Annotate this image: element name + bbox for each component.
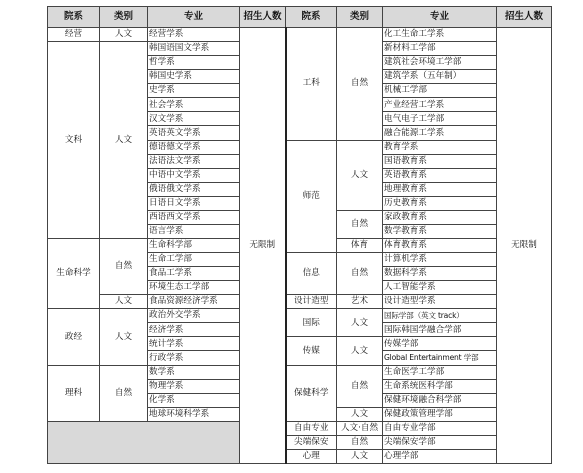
table-row [48,365,552,379]
category-cell: 体育 [337,238,383,252]
college-cell: 传媒 [286,337,337,365]
major-cell: 日语日文学系 [148,196,240,210]
header-category-right: 类别 [337,7,383,28]
college-cell: 政经 [48,309,100,365]
quota-cell-right: 无限制 [497,28,552,464]
header-major-left: 专业 [148,7,240,28]
major-cell: 政治外交学系 [148,309,240,323]
header-row [48,7,552,28]
category-cell: 自然 [337,365,383,407]
category-cell: 人文 [100,42,148,239]
major-cell: 建筑学系（五年制） [383,70,497,84]
major-cell: Global Entertainment 学部 [383,351,497,365]
college-cell: 设计造型 [286,295,337,309]
category-cell: 自然 [337,210,383,238]
major-cell: 历史教育系 [383,196,497,210]
major-cell: 心理学部 [383,449,497,463]
major-cell: 食品工学系 [148,267,240,281]
major-cell: 保健政策管理学部 [383,407,497,421]
major-cell: 保健环境融合科学部 [383,393,497,407]
major-cell: 俄语俄文学系 [148,182,240,196]
category-cell: 人文 [100,295,148,309]
major-cell: 教育学系 [383,140,497,154]
major-cell: 设计造型学系 [383,295,497,309]
admissions-table [47,6,552,464]
major-cell: 物理学系 [148,379,240,393]
category-cell: 自然 [337,28,383,141]
major-cell: 计算机学系 [383,253,497,267]
category-cell: 自然 [337,435,383,449]
major-cell: 生命系统医科学部 [383,379,497,393]
category-cell: 自然 [100,238,148,294]
college-cell: 文科 [48,42,100,239]
major-cell: 数学教育系 [383,224,497,238]
category-cell: 艺术 [337,295,383,309]
major-cell: 地理教育系 [383,182,497,196]
major-cell: 国际韩国学融合学部 [383,323,497,337]
major-cell: 数据科学系 [383,267,497,281]
major-cell: 化学系 [148,393,240,407]
major-cell: 人工智能学系 [383,281,497,295]
major-cell: 传媒学部 [383,337,497,351]
major-cell: 生命医学工学部 [383,365,497,379]
category-cell: 人文 [100,309,148,365]
header-category-left: 类别 [100,7,148,28]
major-cell: 生命工学部 [148,253,240,267]
category-cell: 人文 [337,309,383,337]
table-row [48,28,552,42]
major-cell: 国语教育系 [383,154,497,168]
major-cell: 哲学系 [148,56,240,70]
major-cell: 化工生命工学系 [383,28,497,42]
header-quota-left: 招生人数 [240,7,286,28]
category-cell: 人文 [337,449,383,463]
major-cell: 新材料工学部 [383,42,497,56]
major-cell: 西语西文学系 [148,210,240,224]
major-cell: 德语德文学系 [148,140,240,154]
major-cell: 产业经营工学系 [383,98,497,112]
major-cell: 电气电子工学部 [383,112,497,126]
college-cell: 信息 [286,253,337,295]
college-cell: 师范 [286,140,337,253]
major-cell: 韩国史学系 [148,70,240,84]
category-cell: 人文 [337,337,383,365]
college-cell: 国际 [286,309,337,337]
major-cell: 体育教育系 [383,238,497,252]
major-cell: 语言学系 [148,224,240,238]
category-cell: 人文 [100,28,148,42]
table-row [48,421,552,435]
major-cell: 汉文学系 [148,112,240,126]
college-cell: 工科 [286,28,337,141]
major-cell: 机械工学部 [383,84,497,98]
category-cell: 自然 [337,253,383,295]
major-cell: 法语法文学系 [148,154,240,168]
major-cell: 国际学部（英文 track） [383,309,497,323]
college-cell: 心理 [286,449,337,463]
college-cell: 理科 [48,365,100,421]
header-major-right: 专业 [383,7,497,28]
major-cell: 行政学系 [148,351,240,365]
college-cell: 生命科学 [48,238,100,308]
major-cell: 融合能源工学系 [383,126,497,140]
major-cell: 中语中文学系 [148,168,240,182]
major-cell: 韩国语国文学系 [148,42,240,56]
major-cell: 自由专业学部 [383,421,497,435]
major-cell: 建筑社会环境工学部 [383,56,497,70]
empty-gray-block [48,421,240,463]
major-cell: 英语英文学系 [148,126,240,140]
college-cell: 尖端保安 [286,435,337,449]
header-quota-right: 招生人数 [497,7,552,28]
major-cell: 史学系 [148,84,240,98]
major-cell: 生命科学部 [148,238,240,252]
college-cell: 自由专业 [286,421,337,435]
header-college-left: 院系 [48,7,100,28]
category-cell: 人文·自然 [337,421,383,435]
major-cell: 统计学系 [148,337,240,351]
major-cell: 食品资源经济学系 [148,295,240,309]
major-cell: 数学系 [148,365,240,379]
header-college-right: 院系 [286,7,337,28]
major-cell: 经济学系 [148,323,240,337]
college-cell: 保健科学 [286,365,337,421]
major-cell: 尖端保安学部 [383,435,497,449]
major-cell: 环境生态工学部 [148,281,240,295]
major-cell: 地球环境科学系 [148,407,240,421]
major-cell: 经营学系 [148,28,240,42]
major-cell: 社会学系 [148,98,240,112]
major-cell: 家政教育系 [383,210,497,224]
category-cell: 自然 [100,365,148,421]
college-cell: 经营 [48,28,100,42]
category-cell: 人文 [337,407,383,421]
table-row [48,309,552,323]
quota-cell-left: 无限制 [240,28,286,464]
major-cell: 英语教育系 [383,168,497,182]
category-cell: 人文 [337,140,383,210]
table-row [48,295,552,309]
